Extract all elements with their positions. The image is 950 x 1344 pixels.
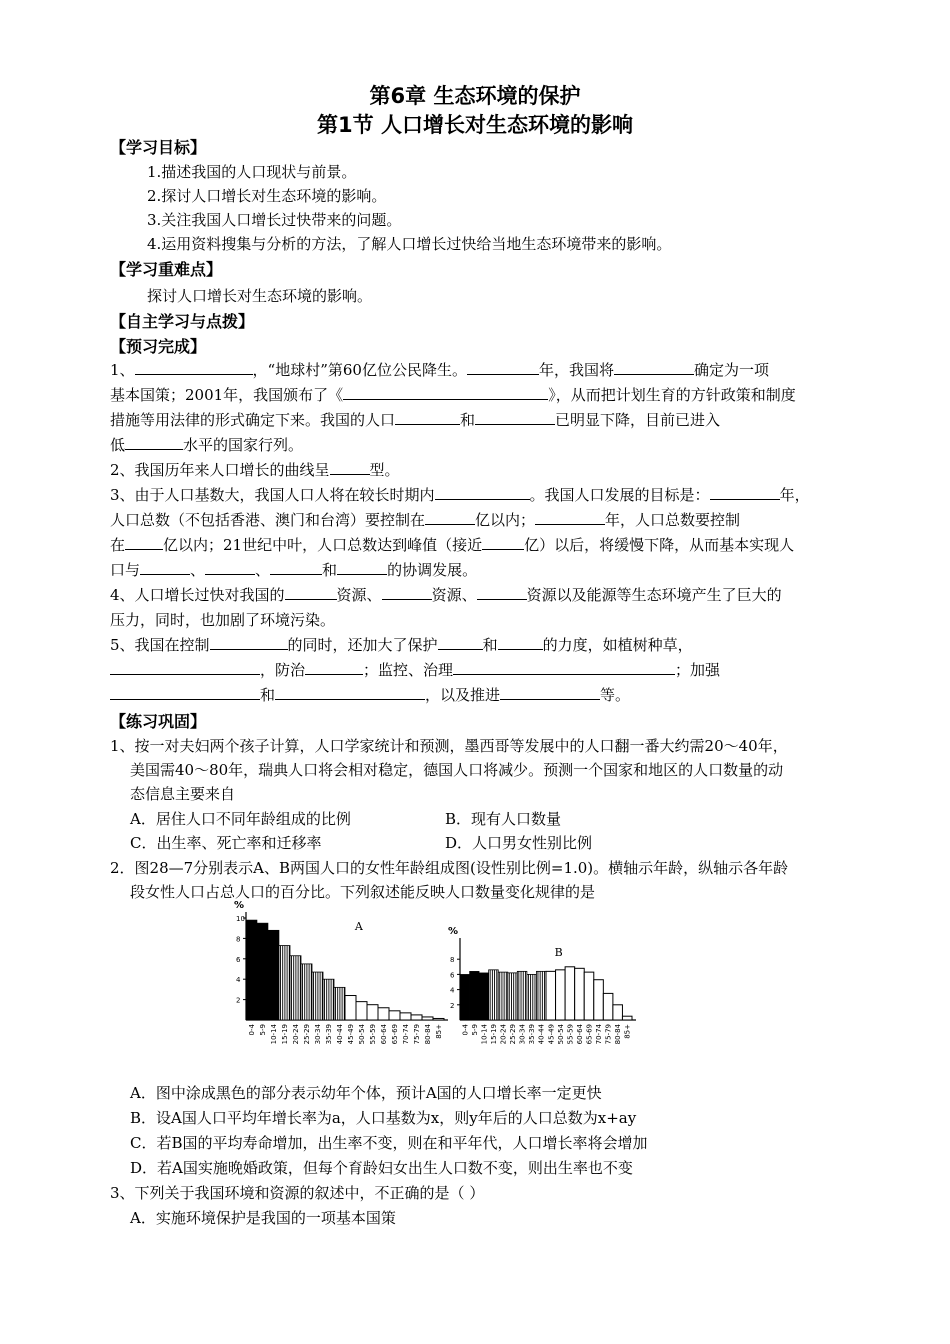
y-tick-label: 10: [236, 915, 245, 923]
bar-old: [367, 1005, 378, 1020]
x-tick-label: 40-44: [537, 1024, 546, 1045]
preview-q2: 2、我国历年来人口增长的曲线呈 型。: [110, 461, 400, 479]
option-c[interactable]: C．若B国的平均寿命增加，出生率不变，则在和平年代，人口增长率将会增加: [130, 1134, 648, 1152]
fill-blank[interactable]: [110, 659, 260, 675]
fill-blank[interactable]: [395, 409, 460, 425]
fill-blank[interactable]: [382, 584, 432, 600]
population-age-charts: [228, 900, 648, 1065]
x-tick-label: 15-19: [489, 1024, 498, 1045]
bar-old: [556, 970, 566, 1020]
option-b[interactable]: B．设A国人口平均年增长率为a，人口基数为x，则y年后的人口总数为x+ay: [130, 1109, 637, 1127]
fill-blank[interactable]: [270, 559, 322, 575]
y-tick-label: 8: [450, 956, 455, 965]
bar-old: [433, 1018, 444, 1020]
x-tick-label: 45-49: [547, 1024, 556, 1045]
x-tick-label: 70-74: [595, 1024, 604, 1045]
x-tick-label: 65-69: [585, 1024, 594, 1045]
option-b[interactable]: B．现有人口数量: [445, 810, 562, 828]
x-tick-label: 45-49: [347, 1024, 355, 1045]
section-title: 第1节 人口增长对生态环境的影响: [317, 113, 633, 137]
goal-item: 2.探讨人口增长对生态环境的影响。: [147, 187, 387, 205]
option-a[interactable]: A．实施环境保护是我国的一项基本国策: [130, 1209, 396, 1227]
preview-q4-line2: 压力，同时，也加剧了环境污染。: [110, 611, 336, 629]
preview-q1-line1: 1、 ，“地球村”第60亿位公民降生。 年，我国将 确定为一项: [110, 361, 770, 379]
bar-young: [268, 930, 279, 1020]
fill-blank[interactable]: [482, 534, 524, 550]
fill-blank[interactable]: [210, 634, 288, 650]
bar-old: [584, 972, 594, 1020]
fill-blank[interactable]: [110, 684, 260, 700]
y-axis-label: %: [448, 926, 459, 937]
bar-old: [594, 980, 604, 1020]
bar-old: [575, 968, 585, 1020]
bar-old: [422, 1017, 433, 1020]
practice-q1-stem: 美国需40～80年，瑞典人口将会相对稳定，德国人口将减少。预测一个国家和地区的人口数量的动: [130, 761, 784, 779]
practice-q3-stem: 3、下列关于我国环境和资源的叙述中，不正确的是（ ）: [110, 1184, 485, 1202]
preview-q5-line1: 5、我国在控制 的同时，还加大了保护 和 的力度，如植树种草，: [110, 636, 693, 654]
goal-item: 1.描述我国的人口现状与前景。: [147, 163, 357, 181]
fill-blank[interactable]: [435, 484, 530, 500]
x-tick-label: 70-74: [402, 1024, 410, 1045]
bar-old: [389, 1011, 400, 1020]
y-tick-label: 4: [450, 986, 455, 995]
x-tick-label: 50-54: [358, 1024, 366, 1045]
x-tick-label: 25-29: [303, 1024, 311, 1045]
fill-blank[interactable]: [285, 584, 337, 600]
practice-q1-options-row: [130, 831, 865, 855]
y-tick-label: 4: [236, 976, 241, 985]
x-tick-label: 20-24: [499, 1024, 508, 1045]
fill-blank[interactable]: [125, 534, 163, 550]
fill-blank[interactable]: [438, 634, 483, 650]
fill-blank[interactable]: [475, 409, 555, 425]
practice-q2-stem: 段女性人口占总人口的百分比。下列叙述能反映人口数量变化规律的是: [130, 883, 596, 901]
x-tick-label: 60-64: [380, 1024, 388, 1045]
fill-blank[interactable]: [205, 559, 255, 575]
x-tick-label: 5-9: [470, 1024, 479, 1036]
goal-item: 3.关注我国人口增长过快带来的问题。: [147, 211, 402, 229]
preview-q3-line1: 3、由于人口基数大，我国人口人将在较长时期内 。我国人口发展的目标是： 年，: [110, 486, 810, 504]
bar-old: [622, 1016, 632, 1020]
fill-blank[interactable]: [467, 359, 539, 375]
bar-old: [345, 996, 356, 1020]
key-heading: 【学习重难点】: [110, 260, 223, 279]
x-tick-label: 30-34: [314, 1024, 322, 1045]
bar-young: [246, 920, 257, 1020]
fill-blank[interactable]: [425, 509, 475, 525]
x-tick-label: 50-54: [556, 1024, 565, 1045]
x-tick-label: 35-39: [528, 1024, 537, 1045]
y-axis-label: %: [234, 900, 245, 911]
x-tick-label: 55-59: [566, 1024, 575, 1045]
chart-a: [234, 900, 448, 1044]
x-tick-label: 40-44: [336, 1024, 344, 1045]
goal-item: 4.运用资料搜集与分析的方法，了解人口增长过快给当地生态环境带来的影响。: [147, 235, 672, 253]
practice-heading: 【练习巩固】: [110, 712, 207, 731]
y-tick-label: 2: [236, 996, 241, 1005]
chart-b: [448, 926, 636, 1044]
preview-q1-line3: 措施等用法律的形式确定下来。我国的人口 和 已明显下降，目前已进入: [110, 411, 721, 429]
x-tick-label: 85+: [435, 1024, 443, 1039]
bar-old: [565, 967, 575, 1020]
fill-blank[interactable]: [498, 634, 543, 650]
preview-heading: 【预习完成】: [110, 337, 207, 356]
chapter-title: 第6章 生态环境的保护: [369, 84, 581, 108]
bar-old: [356, 1002, 367, 1020]
bar-young: [460, 974, 470, 1020]
fill-blank[interactable]: [305, 659, 363, 675]
preview-q5-line3: 和 ，以及推进 等。: [110, 683, 845, 707]
preview-q3-line2: 人口总数（不包括香港、澳门和台湾）要控制在 亿以内； 年，人口总数要控制: [110, 511, 741, 529]
fill-blank[interactable]: [614, 359, 694, 375]
preview-q1-line4: 低 水平的国家行列。: [110, 436, 304, 454]
practice-q1-stem: 1、按一对夫妇两个孩子计算，人口学家统计和预测，墨西哥等发展中的人口翻一番大约需20～40年，: [110, 737, 788, 755]
preview-q5-line2: ，防治 ；监控、治理 ；加强: [110, 658, 845, 682]
x-tick-label: 25-29: [509, 1024, 518, 1045]
x-tick-label: 75-79: [604, 1024, 613, 1045]
y-tick-label: 6: [450, 971, 455, 980]
y-tick-label: 6: [236, 955, 241, 964]
chart-title: A: [354, 920, 363, 933]
x-tick-label: 80-84: [614, 1024, 623, 1045]
fill-blank[interactable]: [535, 509, 605, 525]
fill-blank[interactable]: [337, 559, 387, 575]
bar-old: [546, 971, 556, 1020]
fill-blank[interactable]: [330, 459, 370, 475]
x-tick-label: 35-39: [325, 1024, 333, 1045]
self-study-heading: 【自主学习与点拨】: [110, 312, 255, 331]
x-tick-label: 10-14: [270, 1024, 278, 1045]
fill-blank[interactable]: [710, 484, 780, 500]
bar-young: [470, 971, 480, 1020]
x-tick-label: 0-4: [461, 1024, 470, 1036]
x-tick-label: 5-9: [259, 1024, 267, 1036]
fill-blank[interactable]: [500, 684, 600, 700]
option-c[interactable]: C．出生率、死亡率和迁移率: [130, 834, 322, 852]
option-a[interactable]: A．图中涂成黑色的部分表示幼年个体，预计A国的人口增长率一定更快: [130, 1084, 602, 1102]
bar-old: [603, 993, 613, 1020]
x-tick-label: 75-79: [413, 1024, 421, 1045]
x-tick-label: 60-64: [575, 1024, 584, 1045]
x-tick-label: 85+: [623, 1024, 632, 1039]
fill-blank[interactable]: [477, 584, 527, 600]
fill-blank[interactable]: [135, 359, 253, 375]
practice-q2-stem: 2．图28—7分别表示A、B两国人口的女性年龄组成图(设性别比例=1.0)。横轴示年龄，纵轴示各年龄: [110, 859, 789, 877]
option-a[interactable]: A．居住人口不同年龄组成的比例: [130, 810, 351, 828]
preview-q3-line4: 口与 、 、 和 的协调发展。: [110, 561, 478, 579]
fill-blank[interactable]: [140, 559, 190, 575]
preview-q4-line1: 4、人口增长过快对我国的 资源、 资源、 资源以及能源等生态环境产生了巨大的: [110, 586, 782, 604]
x-tick-label: 0-4: [248, 1024, 256, 1036]
y-tick-label: 8: [236, 935, 241, 944]
x-tick-label: 65-69: [391, 1024, 399, 1045]
bar-old: [613, 1005, 623, 1020]
practice-q1-options-row: [130, 807, 865, 831]
fill-blank[interactable]: [343, 384, 548, 400]
option-d[interactable]: D．人口男女性别比例: [445, 834, 593, 852]
bar-old: [378, 1008, 389, 1020]
preview-q1-line2: 基本国策；2001年，我国颁布了《 》，从而把计划生育的方针政策和制度: [110, 386, 796, 404]
option-d[interactable]: D．若A国实施晚婚政策，但每个育龄妇女出生人口数不变，则出生率也不变: [130, 1159, 633, 1177]
bar-young: [479, 973, 489, 1020]
chart-title: B: [554, 946, 563, 959]
key-text: 探讨人口增长对生态环境的影响。: [147, 287, 373, 305]
x-tick-label: 20-24: [292, 1024, 300, 1045]
x-tick-label: 55-59: [369, 1024, 377, 1045]
goals-heading: 【学习目标】: [110, 138, 207, 157]
x-tick-label: 30-34: [518, 1024, 527, 1045]
x-tick-label: 80-84: [424, 1024, 432, 1045]
fill-blank[interactable]: [125, 434, 183, 450]
y-tick-label: 2: [450, 1001, 455, 1010]
fill-blank[interactable]: [453, 659, 675, 675]
x-tick-label: 10-14: [480, 1024, 489, 1045]
bar-old: [411, 1015, 422, 1020]
fill-blank[interactable]: [275, 684, 425, 700]
preview-q3-line3: 在 亿以内；21世纪中叶，人口总数达到峰值（接近 亿）以后，将缓慢下降，从而基本实现人: [110, 536, 795, 554]
practice-q1-stem: 态信息主要来自: [130, 785, 236, 803]
bar-young: [257, 923, 268, 1020]
bar-old: [400, 1013, 411, 1020]
x-tick-label: 15-19: [281, 1024, 289, 1045]
